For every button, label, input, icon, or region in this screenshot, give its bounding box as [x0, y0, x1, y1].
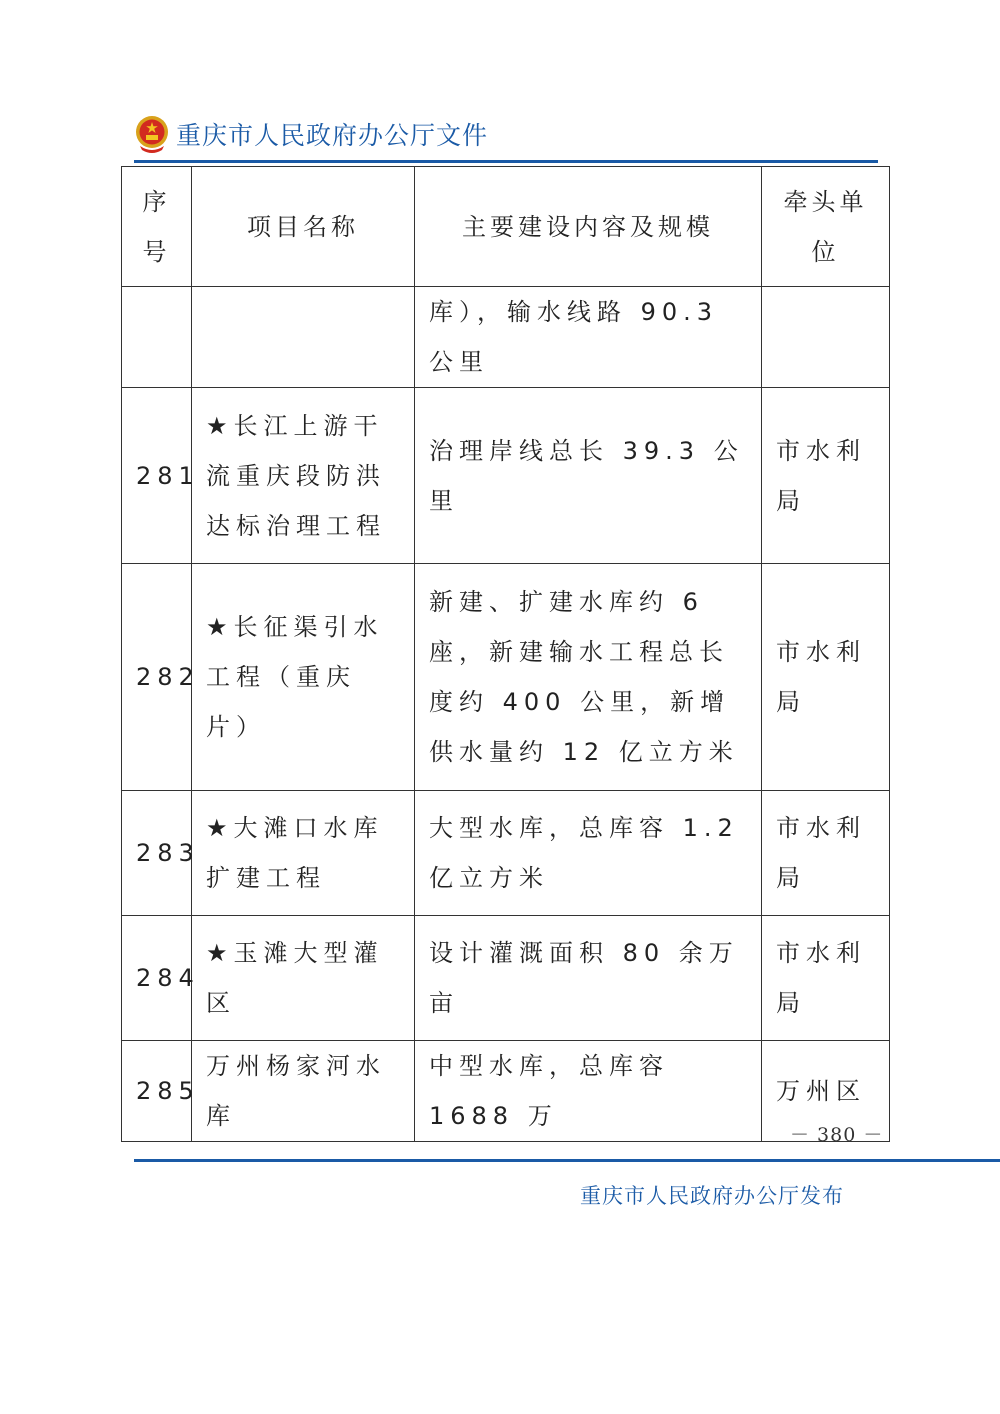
table-row — [122, 388, 890, 564]
page-number: － 380 － — [790, 1124, 884, 1146]
cell-name: ★长征渠引水工程（重庆片） — [192, 564, 415, 791]
cell-unit: 市水利局 — [762, 564, 890, 791]
footer-publisher: 重庆市人民政府办公厅发布 — [580, 1184, 844, 1208]
table-row — [122, 916, 890, 1041]
table-header-row — [122, 167, 890, 287]
cell-unit: 市水利局 — [762, 916, 890, 1041]
cell-unit: 万州区 — [762, 1041, 890, 1142]
cell-content: 新建、扩建水库约 6 座，新建输水工程总长度约 400 公里，新增供水量约 12 亿立方米 — [415, 564, 762, 791]
header-divider — [134, 160, 878, 163]
cell-num: 283 — [122, 791, 192, 916]
table-row — [122, 564, 890, 791]
national-emblem-icon — [134, 114, 170, 154]
table-row — [122, 287, 890, 388]
cell-content: 库），输水线路 90.3 公里 — [415, 287, 762, 388]
cell-content: 大型水库，总库容 1.2 亿立方米 — [415, 791, 762, 916]
cell-content: 中型水库，总库容 1688 万 — [415, 1041, 762, 1142]
cell-content: 治理岸线总长 39.3 公里 — [415, 388, 762, 564]
cell-name — [192, 287, 415, 388]
cell-name: 万州杨家河水库 — [192, 1041, 415, 1142]
header-title: 重庆市人民政府办公厅文件 — [176, 121, 489, 150]
header-content: 主要建设内容及规模 — [415, 167, 762, 287]
table-row — [122, 1041, 890, 1142]
cell-name: ★长江上游干流重庆段防洪达标治理工程 — [192, 388, 415, 564]
cell-unit: 市水利局 — [762, 791, 890, 916]
cell-content: 设计灌溉面积 80 余万亩 — [415, 916, 762, 1041]
header-unit: 牵头单位 — [762, 167, 890, 287]
footer-divider — [134, 1159, 1000, 1162]
document-header — [134, 112, 488, 156]
project-table — [121, 166, 890, 1142]
header-num: 序号 — [122, 167, 192, 287]
cell-num — [122, 287, 192, 388]
cell-num: 281 — [122, 388, 192, 564]
cell-num: 282 — [122, 564, 192, 791]
cell-unit — [762, 287, 890, 388]
cell-unit: 市水利局 — [762, 388, 890, 564]
cell-num: 284 — [122, 916, 192, 1041]
cell-num: 285 — [122, 1041, 192, 1142]
cell-name: ★玉滩大型灌区 — [192, 916, 415, 1041]
cell-name: ★大滩口水库扩建工程 — [192, 791, 415, 916]
header-name: 项目名称 — [192, 167, 415, 287]
table-row — [122, 791, 890, 916]
